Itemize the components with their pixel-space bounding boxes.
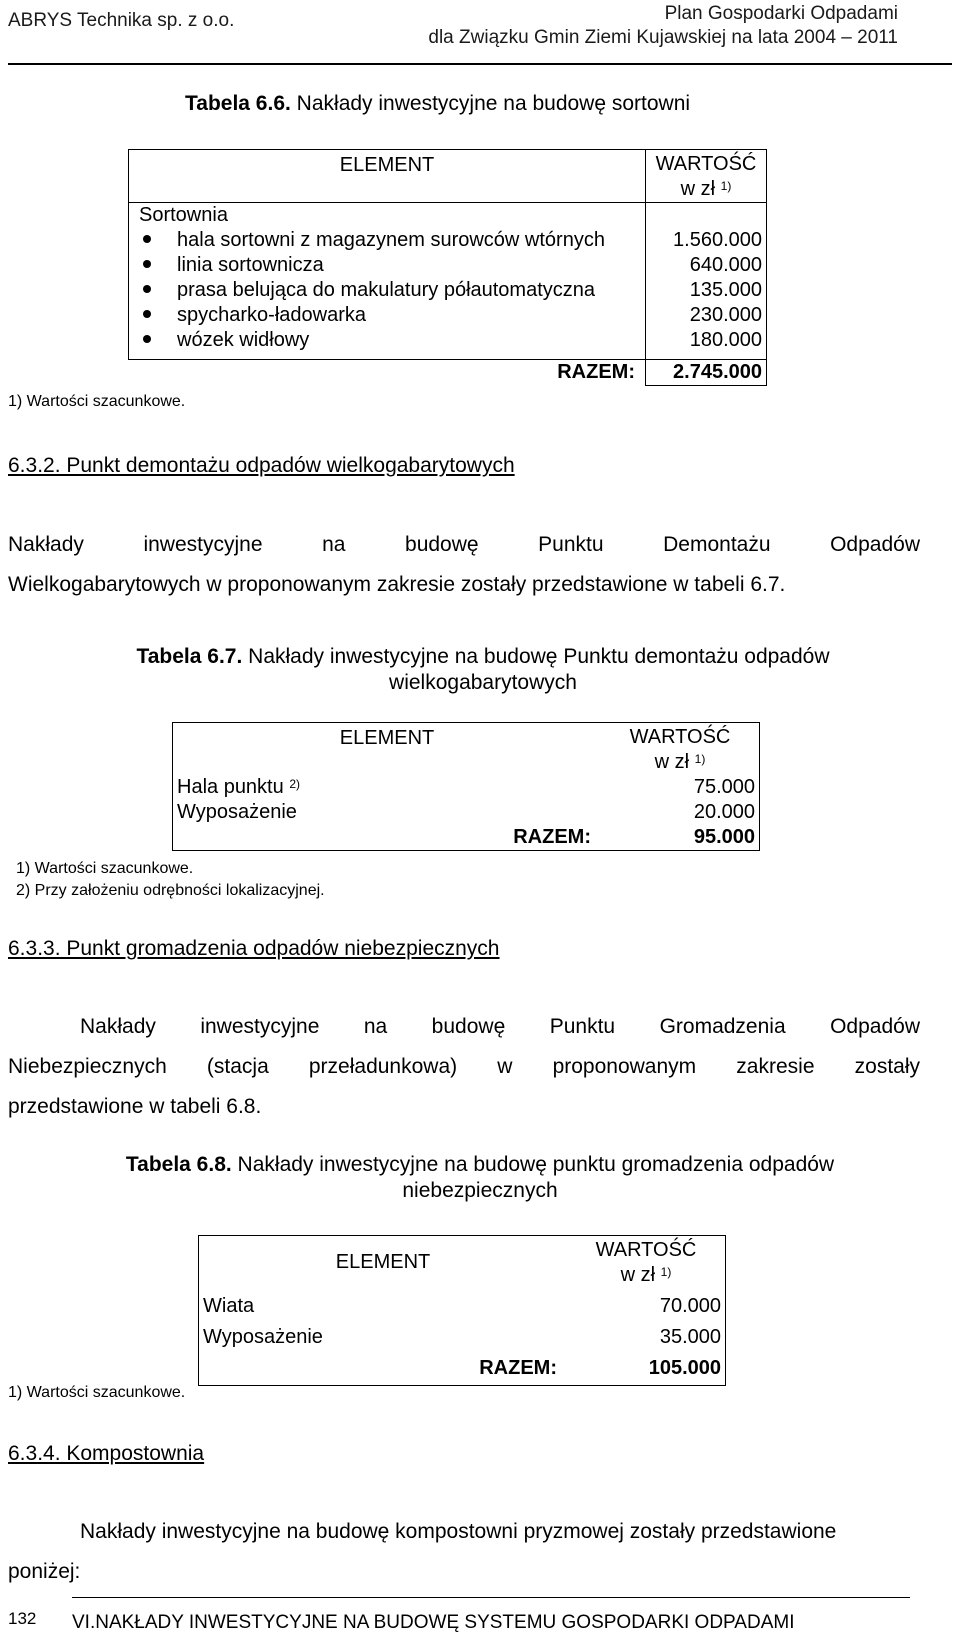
table67-col-element: ELEMENT bbox=[173, 723, 602, 776]
table66-caption-number: Tabela 6.6. bbox=[185, 92, 291, 115]
table68-total-label: RAZEM: bbox=[199, 1350, 568, 1386]
table-row: Wyposażenie 20.000 bbox=[173, 800, 760, 825]
bullet-icon bbox=[143, 335, 151, 343]
footer-rule bbox=[72, 1597, 910, 1598]
table-row: spycharko-ładowarka 230.000 bbox=[129, 303, 767, 328]
table66-note1: 1) Wartości szacunkowe. bbox=[8, 393, 186, 410]
table66-col-value: WARTOŚĆ w zł $^{1)}$ bbox=[646, 150, 767, 203]
table68 bbox=[198, 1235, 726, 1386]
section634-para-line2: poniżej: bbox=[8, 1560, 81, 1583]
table67-caption-text: Nakłady inwestycyjne na budowę Punktu demontażu odpadów bbox=[242, 645, 830, 668]
header-plan-line1: Plan Gospodarki Odpadami bbox=[664, 3, 898, 24]
table-row: Wyposażenie 35.000 bbox=[199, 1319, 726, 1350]
table-row: prasa belująca do makulatury półautomatyczna 135.000 bbox=[129, 278, 767, 303]
table66-total-label: RAZEM: bbox=[129, 360, 646, 386]
footer-chapter: VI.NAKŁADY INWESTYCYJNE NA BUDOWĘ SYSTEMU GOSPODARKI ODPADAMI bbox=[72, 1612, 795, 1633]
section632-title: 6.3.2. Punkt demontażu odpadów wielkogabarytowych bbox=[8, 454, 515, 477]
table68-col-element: ELEMENT bbox=[199, 1236, 568, 1289]
table67-notes bbox=[16, 858, 325, 902]
footer-page-number: 132 bbox=[8, 1609, 37, 1628]
table68-header-row bbox=[199, 1236, 726, 1289]
table66-group-row bbox=[129, 203, 767, 229]
table66-caption-text: Nakłady inwestycyjne na budowę sortowni bbox=[290, 92, 691, 115]
table66-header-row bbox=[129, 150, 767, 203]
table-row: wózek widłowy 180.000 bbox=[129, 328, 767, 360]
table66 bbox=[128, 149, 767, 386]
section632-para-line1: Nakłady inwestycyjne na budowę Punktu Demontażu Odpadów bbox=[8, 533, 920, 556]
table68-caption-line2: niebezpiecznych bbox=[402, 1179, 558, 1202]
table67-caption-line2: wielkogabarytowych bbox=[389, 671, 577, 694]
header-plan-line2: dla Związku Gmin Ziemi Kujawskiej na lata 2004 – 2011 bbox=[428, 27, 898, 48]
table68-caption-number: Tabela 6.8. bbox=[125, 1153, 232, 1176]
table-row: hala sortowni z magazynem surowców wtórnych 1.560.000 bbox=[129, 228, 767, 253]
section634-title: 6.3.4. Kompostownia bbox=[8, 1442, 205, 1465]
header-company: ABRYS Technika sp. z o.o. bbox=[8, 10, 235, 31]
bullet-icon bbox=[143, 285, 151, 293]
table67 bbox=[172, 722, 760, 851]
section633-title: 6.3.3. Punkt gromadzenia odpadów niebezpiecznych bbox=[8, 937, 500, 960]
section634-para-line1: Nakłady inwestycyjne na budowę kompostowni pryzmowej zostały przedstawione bbox=[80, 1520, 837, 1543]
table-row: linia sortownicza 640.000 bbox=[129, 253, 767, 278]
table67-total-label: RAZEM: bbox=[173, 825, 602, 851]
bullet-icon bbox=[143, 310, 151, 318]
header-rule bbox=[8, 63, 952, 65]
header-plan-title bbox=[428, 3, 898, 49]
table66-caption bbox=[185, 92, 690, 116]
table66-col-element: ELEMENT bbox=[129, 150, 646, 203]
section633-para-line2: Niebezpiecznych (stacja przeładunkowa) w proponowanym zakresie zostały bbox=[8, 1055, 920, 1078]
table67-col-value: WARTOŚĆ w zł $^{1)}$ bbox=[601, 723, 760, 776]
table67-total-row bbox=[173, 825, 760, 851]
table66-total-value: 2.745.000 bbox=[646, 360, 767, 386]
section633-para-line1: Nakłady inwestycyjne na budowę Punktu Gromadzenia Odpadów bbox=[80, 1015, 920, 1038]
bullet-icon bbox=[143, 235, 151, 243]
table-row: Wiata 70.000 bbox=[199, 1288, 726, 1319]
bullet-icon bbox=[143, 260, 151, 268]
table68-caption-text: Nakłady inwestycyjne na budowę punktu gromadzenia odpadów bbox=[231, 1153, 835, 1176]
table67-caption-number: Tabela 6.7. bbox=[136, 645, 243, 668]
table68-col-value: WARTOŚĆ w zł $^{1)}$ bbox=[567, 1236, 726, 1289]
table67-note1: 1) Wartości szacunkowe. bbox=[16, 860, 194, 877]
table68-caption bbox=[80, 1152, 880, 1204]
table67-caption bbox=[88, 644, 878, 696]
section632-para-line2: Wielkogabarytowych w proponowanym zakresie zostały przedstawione w tabeli 6.7. bbox=[8, 573, 786, 596]
table67-note2: 2) Przy założeniu odrębności lokalizacyjnej. bbox=[16, 882, 325, 899]
section633-para-line3: przedstawione w tabeli 6.8. bbox=[8, 1095, 262, 1118]
table68-total-value: 105.000 bbox=[567, 1350, 726, 1386]
table67-total-value: 95.000 bbox=[601, 825, 760, 851]
table-row: Hala punktu $^{2)}$ 75.000 bbox=[173, 775, 760, 800]
table66-group-label: Sortownia bbox=[129, 203, 646, 229]
table66-total-row bbox=[129, 360, 767, 386]
table67-header-row bbox=[173, 723, 760, 776]
table68-note1: 1) Wartości szacunkowe. bbox=[8, 1384, 186, 1401]
table68-total-row bbox=[199, 1350, 726, 1386]
